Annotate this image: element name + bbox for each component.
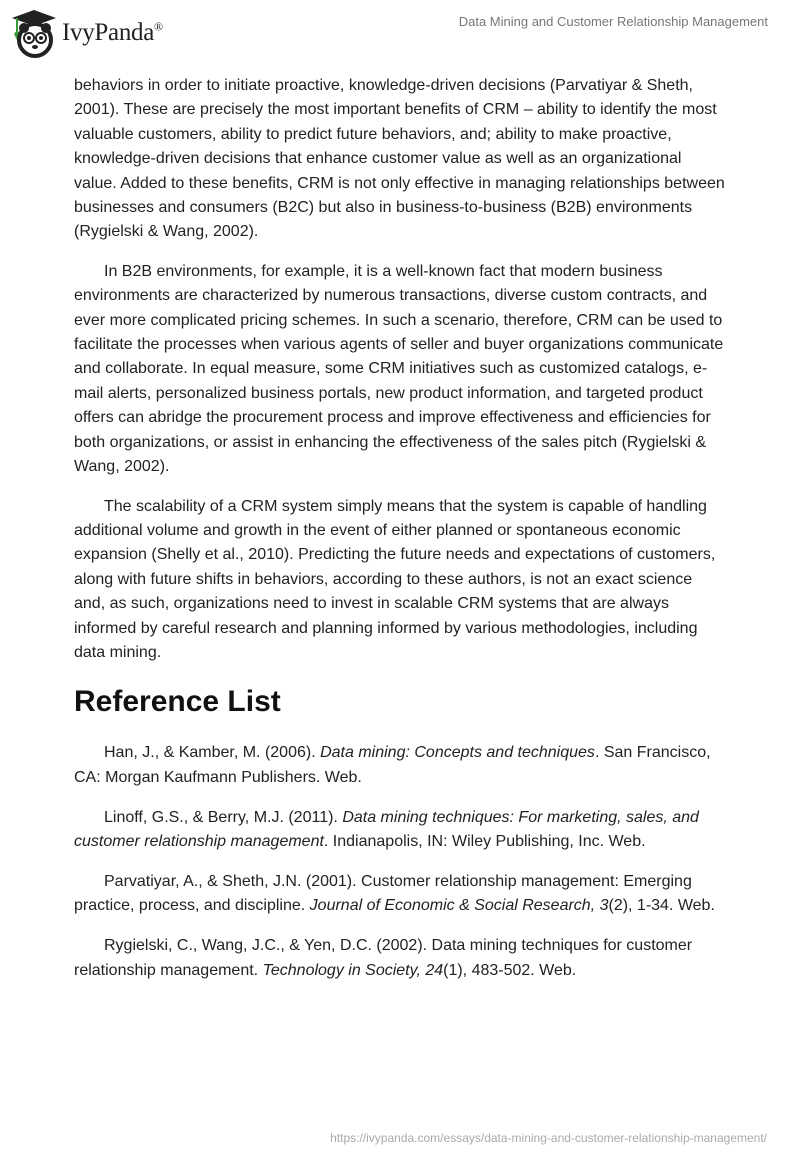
source-url[interactable]: https://ivypanda.com/essays/data-mining-and-customer-relationship-management/ [330, 1131, 767, 1145]
brand-name: IvyPanda® [62, 19, 163, 46]
reference-item: Rygielski, C., Wang, J.C., & Yen, D.C. (2002). Data mining techniques for customer relationship management. Technology in Society, 24(1), 483-502. Web. [74, 936, 693, 979]
references-heading: Reference List [74, 685, 281, 719]
essay-body [74, 74, 726, 998]
reference-item: Linoff, G.S., & Berry, M.J. (2011). Data mining techniques: For marketing, sales, and customer relationship management. Indianapolis, IN: Wiley Publishing, Inc. Web. [74, 808, 699, 851]
ivypanda-logo[interactable] [12, 8, 163, 58]
reference-item: Parvatiyar, A., & Sheth, J.N. (2001). Customer relationship management: Emerging practice, process, and discipline. Journal of Economic & Social Research, 3(2), 1-34. Web. [74, 872, 715, 915]
paragraph: The scalability of a CRM system simply means that the system is capable of handling additional volume and growth in the event of either planned or spontaneous economic expansion (Shelly et al., 2010). Predicting the future needs and expectations of customers, along with future shifts in behaviors, according to these authors, is not an exact science and, as such, organizations need to invest in scalable CRM systems that are always informed by careful research and planning informed by various methodologies, including data mining. [74, 497, 716, 661]
reference-item: Han, J., & Kamber, M. (2006). Data mining: Concepts and techniques. San Francisco, CA: Morgan Kaufmann Publishers. Web. [74, 744, 711, 786]
paragraph: behaviors in order to initiate proactive, knowledge-driven decisions (Parvatiyar & Sheth, 2001). These are precisely the most important benefits of CRM – ability to identify the most valuable customers, ability to predict future behaviors, and; ability to make proactive, knowledge-driven decisions that enhance customer value as well as an organizational value. Added to these benefits, CRM is not only effective in managing relationships between businesses and consumers (B2C) but also in business-to-business (B2B) environments (Rygielski & Wang, 2002). [74, 77, 725, 241]
paragraph: In B2B environments, for example, it is a well-known fact that modern business environments are characterized by numerous transactions, diverse custom contracts, and ever more complicated pricing schemes. In such a scenario, therefore, CRM can be used to facilitate the processes when various agents of seller and buyer organizations communicate and collaborate. In equal measure, some CRM initiatives such as customized catalogs, e-mail alerts, personalized business portals, new product information, and targeted product offers can abridge the procurement process and improve effectiveness and efficiencies for both organizations, or assist in enhancing the effectiveness of the sales pitch (Rygielski & Wang, 2002). [74, 262, 724, 476]
panda-logo-icon [12, 8, 56, 58]
document-title: Data Mining and Customer Relationship Management [458, 14, 768, 29]
